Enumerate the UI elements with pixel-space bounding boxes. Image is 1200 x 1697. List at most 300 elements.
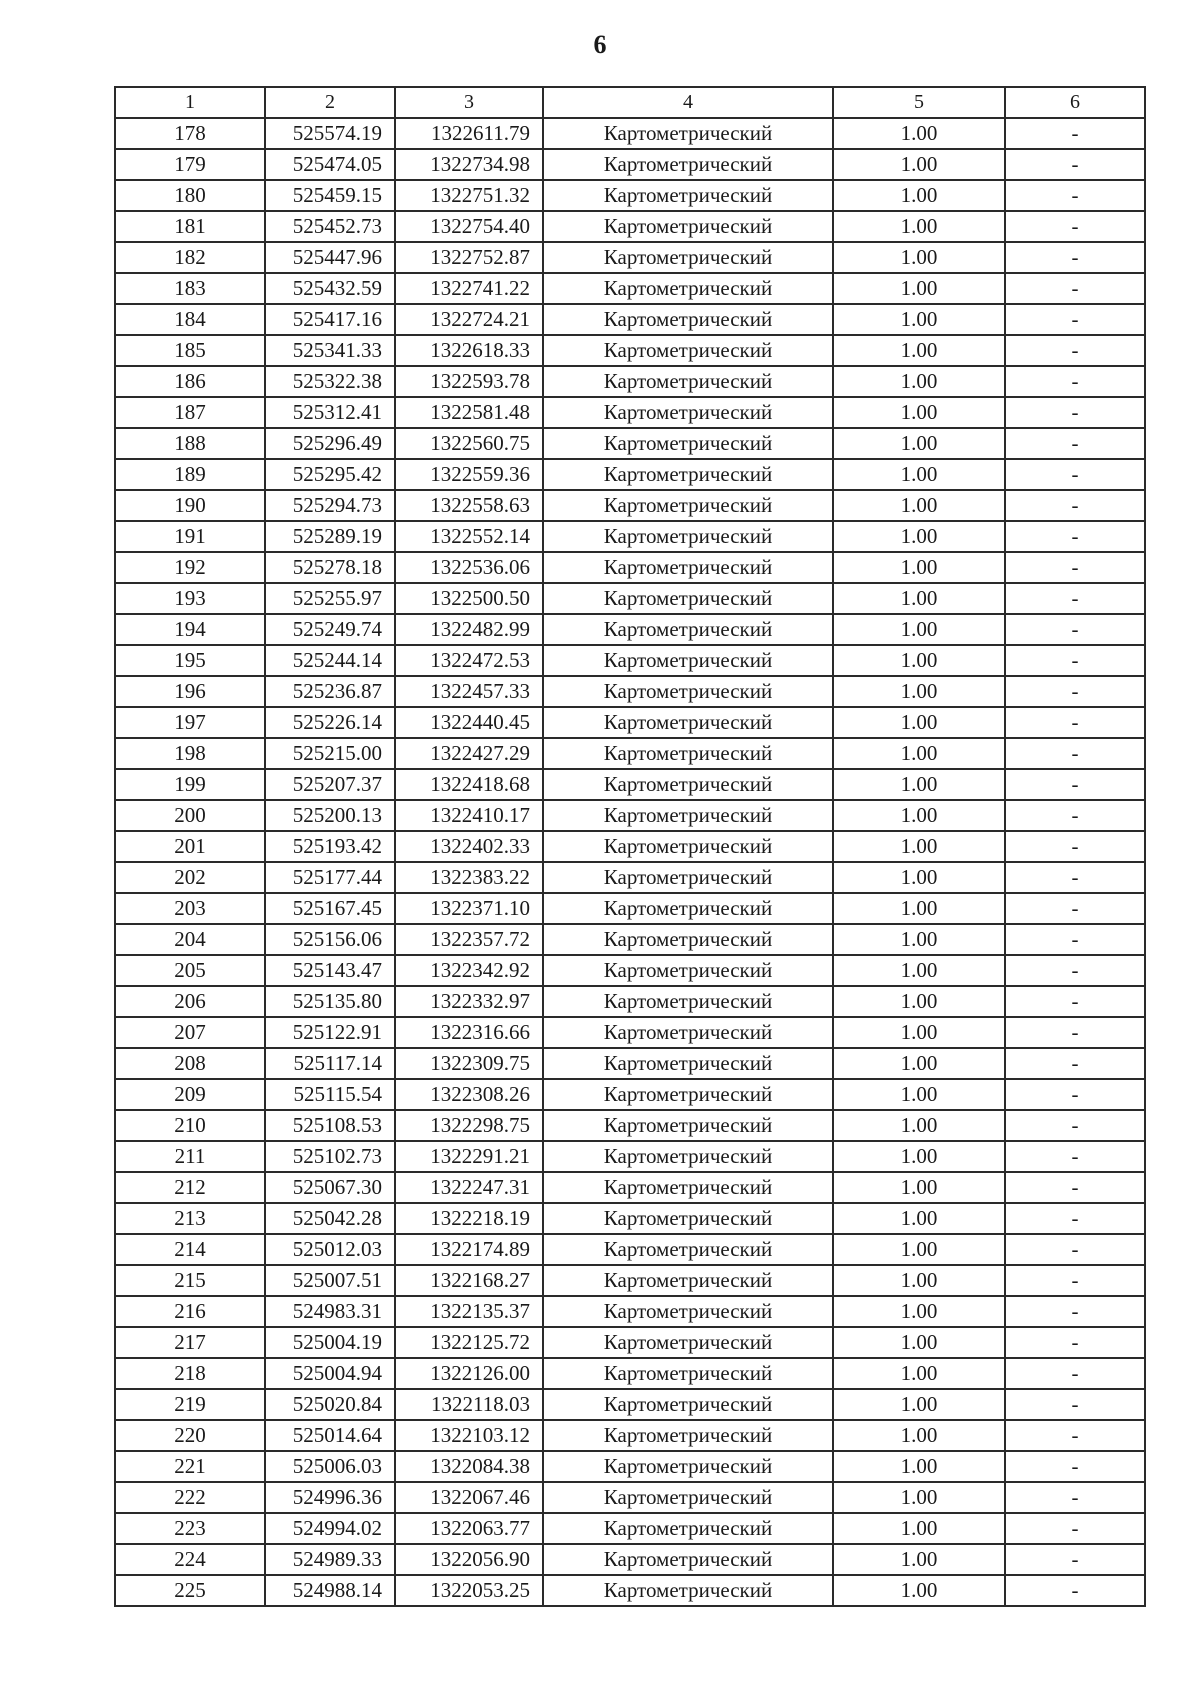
y-coordinate-cell: 1322593.78 — [395, 366, 543, 397]
method-cell: Картометрический — [543, 862, 833, 893]
y-coordinate-cell: 1322118.03 — [395, 1389, 543, 1420]
table-row — [115, 676, 1145, 707]
y-coordinate-cell: 1322472.53 — [395, 645, 543, 676]
y-coordinate-cell: 1322560.75 — [395, 428, 543, 459]
x-coordinate-cell: 524996.36 — [265, 1482, 395, 1513]
y-coordinate-cell: 1322053.25 — [395, 1575, 543, 1606]
accuracy-cell: 1.00 — [833, 986, 1005, 1017]
method-cell: Картометрический — [543, 211, 833, 242]
accuracy-cell: 1.00 — [833, 1482, 1005, 1513]
description-cell: - — [1005, 521, 1145, 552]
x-coordinate-cell: 525244.14 — [265, 645, 395, 676]
x-coordinate-cell: 525193.42 — [265, 831, 395, 862]
description-cell: - — [1005, 1482, 1145, 1513]
accuracy-cell: 1.00 — [833, 1544, 1005, 1575]
description-cell: - — [1005, 924, 1145, 955]
y-coordinate-cell: 1322751.32 — [395, 180, 543, 211]
table-row — [115, 769, 1145, 800]
method-cell: Картометрический — [543, 1575, 833, 1606]
x-coordinate-cell: 525459.15 — [265, 180, 395, 211]
y-coordinate-cell: 1322427.29 — [395, 738, 543, 769]
x-coordinate-cell: 525452.73 — [265, 211, 395, 242]
method-cell: Картометрический — [543, 428, 833, 459]
x-coordinate-cell: 525295.42 — [265, 459, 395, 490]
point-number-cell: 221 — [115, 1451, 265, 1482]
accuracy-cell: 1.00 — [833, 1327, 1005, 1358]
table-row — [115, 1389, 1145, 1420]
method-cell: Картометрический — [543, 800, 833, 831]
point-number-cell: 189 — [115, 459, 265, 490]
description-cell: - — [1005, 676, 1145, 707]
table-row — [115, 521, 1145, 552]
accuracy-cell: 1.00 — [833, 862, 1005, 893]
point-number-cell: 215 — [115, 1265, 265, 1296]
table-row — [115, 738, 1145, 769]
x-coordinate-cell: 525447.96 — [265, 242, 395, 273]
table-row — [115, 1296, 1145, 1327]
description-cell: - — [1005, 149, 1145, 180]
table-row — [115, 1203, 1145, 1234]
description-cell: - — [1005, 1544, 1145, 1575]
y-coordinate-cell: 1322618.33 — [395, 335, 543, 366]
description-cell: - — [1005, 242, 1145, 273]
y-coordinate-cell: 1322741.22 — [395, 273, 543, 304]
table-row — [115, 366, 1145, 397]
accuracy-cell: 1.00 — [833, 459, 1005, 490]
method-cell: Картометрический — [543, 707, 833, 738]
accuracy-cell: 1.00 — [833, 738, 1005, 769]
description-cell: - — [1005, 800, 1145, 831]
accuracy-cell: 1.00 — [833, 1172, 1005, 1203]
accuracy-cell: 1.00 — [833, 1451, 1005, 1482]
accuracy-cell: 1.00 — [833, 428, 1005, 459]
table-row — [115, 955, 1145, 986]
y-coordinate-cell: 1322457.33 — [395, 676, 543, 707]
method-cell: Картометрический — [543, 1172, 833, 1203]
y-coordinate-cell: 1322247.31 — [395, 1172, 543, 1203]
point-number-cell: 225 — [115, 1575, 265, 1606]
accuracy-cell: 1.00 — [833, 242, 1005, 273]
accuracy-cell: 1.00 — [833, 1017, 1005, 1048]
description-cell: - — [1005, 1017, 1145, 1048]
table-row — [115, 118, 1145, 149]
table-row — [115, 1358, 1145, 1389]
y-coordinate-cell: 1322332.97 — [395, 986, 543, 1017]
accuracy-cell: 1.00 — [833, 893, 1005, 924]
x-coordinate-cell: 525012.03 — [265, 1234, 395, 1265]
y-coordinate-cell: 1322754.40 — [395, 211, 543, 242]
description-cell: - — [1005, 831, 1145, 862]
y-coordinate-cell: 1322103.12 — [395, 1420, 543, 1451]
method-cell: Картометрический — [543, 1482, 833, 1513]
y-coordinate-cell: 1322536.06 — [395, 552, 543, 583]
description-cell: - — [1005, 490, 1145, 521]
point-number-cell: 193 — [115, 583, 265, 614]
table-row — [115, 1544, 1145, 1575]
accuracy-cell: 1.00 — [833, 800, 1005, 831]
table-row — [115, 1513, 1145, 1544]
table-row — [115, 1079, 1145, 1110]
description-cell: - — [1005, 583, 1145, 614]
table-row — [115, 552, 1145, 583]
description-cell: - — [1005, 1296, 1145, 1327]
point-number-cell: 211 — [115, 1141, 265, 1172]
table-row — [115, 459, 1145, 490]
x-coordinate-cell: 524989.33 — [265, 1544, 395, 1575]
table-row — [115, 211, 1145, 242]
accuracy-cell: 1.00 — [833, 1296, 1005, 1327]
y-coordinate-cell: 1322371.10 — [395, 893, 543, 924]
description-cell: - — [1005, 335, 1145, 366]
y-coordinate-cell: 1322218.19 — [395, 1203, 543, 1234]
point-number-cell: 182 — [115, 242, 265, 273]
x-coordinate-cell: 525289.19 — [265, 521, 395, 552]
x-coordinate-cell: 525294.73 — [265, 490, 395, 521]
description-cell: - — [1005, 118, 1145, 149]
accuracy-cell: 1.00 — [833, 707, 1005, 738]
accuracy-cell: 1.00 — [833, 614, 1005, 645]
table-row — [115, 986, 1145, 1017]
description-cell: - — [1005, 180, 1145, 211]
y-coordinate-cell: 1322383.22 — [395, 862, 543, 893]
method-cell: Картометрический — [543, 552, 833, 583]
point-number-cell: 179 — [115, 149, 265, 180]
accuracy-cell: 1.00 — [833, 211, 1005, 242]
x-coordinate-cell: 525122.91 — [265, 1017, 395, 1048]
y-coordinate-cell: 1322168.27 — [395, 1265, 543, 1296]
x-coordinate-cell: 525474.05 — [265, 149, 395, 180]
accuracy-cell: 1.00 — [833, 583, 1005, 614]
method-cell: Картометрический — [543, 335, 833, 366]
x-coordinate-cell: 525417.16 — [265, 304, 395, 335]
table-row — [115, 924, 1145, 955]
method-cell: Картометрический — [543, 676, 833, 707]
y-coordinate-cell: 1322500.50 — [395, 583, 543, 614]
column-header: 2 — [265, 87, 395, 118]
accuracy-cell: 1.00 — [833, 304, 1005, 335]
x-coordinate-cell: 525115.54 — [265, 1079, 395, 1110]
point-number-cell: 206 — [115, 986, 265, 1017]
table-row — [115, 1048, 1145, 1079]
y-coordinate-cell: 1322724.21 — [395, 304, 543, 335]
y-coordinate-cell: 1322084.38 — [395, 1451, 543, 1482]
y-coordinate-cell: 1322440.45 — [395, 707, 543, 738]
x-coordinate-cell: 525215.00 — [265, 738, 395, 769]
description-cell: - — [1005, 1265, 1145, 1296]
x-coordinate-cell: 525108.53 — [265, 1110, 395, 1141]
accuracy-cell: 1.00 — [833, 1358, 1005, 1389]
description-cell: - — [1005, 459, 1145, 490]
y-coordinate-cell: 1322752.87 — [395, 242, 543, 273]
description-cell: - — [1005, 893, 1145, 924]
y-coordinate-cell: 1322357.72 — [395, 924, 543, 955]
description-cell: - — [1005, 986, 1145, 1017]
point-number-cell: 199 — [115, 769, 265, 800]
accuracy-cell: 1.00 — [833, 676, 1005, 707]
accuracy-cell: 1.00 — [833, 1575, 1005, 1606]
accuracy-cell: 1.00 — [833, 1079, 1005, 1110]
table-row — [115, 1234, 1145, 1265]
x-coordinate-cell: 525249.74 — [265, 614, 395, 645]
accuracy-cell: 1.00 — [833, 335, 1005, 366]
accuracy-cell: 1.00 — [833, 1420, 1005, 1451]
y-coordinate-cell: 1322125.72 — [395, 1327, 543, 1358]
description-cell: - — [1005, 614, 1145, 645]
point-number-cell: 196 — [115, 676, 265, 707]
y-coordinate-cell: 1322611.79 — [395, 118, 543, 149]
x-coordinate-cell: 525341.33 — [265, 335, 395, 366]
table-row — [115, 180, 1145, 211]
description-cell: - — [1005, 769, 1145, 800]
accuracy-cell: 1.00 — [833, 924, 1005, 955]
table-row — [115, 1327, 1145, 1358]
method-cell: Картометрический — [543, 614, 833, 645]
description-cell: - — [1005, 211, 1145, 242]
point-number-cell: 214 — [115, 1234, 265, 1265]
y-coordinate-cell: 1322309.75 — [395, 1048, 543, 1079]
method-cell: Картометрический — [543, 645, 833, 676]
x-coordinate-cell: 525322.38 — [265, 366, 395, 397]
method-cell: Картометрический — [543, 1079, 833, 1110]
accuracy-cell: 1.00 — [833, 1389, 1005, 1420]
page-number: 6 — [593, 30, 607, 59]
point-number-cell: 192 — [115, 552, 265, 583]
x-coordinate-cell: 525236.87 — [265, 676, 395, 707]
table-row — [115, 1172, 1145, 1203]
point-number-cell: 207 — [115, 1017, 265, 1048]
point-number-cell: 220 — [115, 1420, 265, 1451]
point-number-cell: 224 — [115, 1544, 265, 1575]
point-number-cell: 184 — [115, 304, 265, 335]
x-coordinate-cell: 525004.94 — [265, 1358, 395, 1389]
accuracy-cell: 1.00 — [833, 149, 1005, 180]
table-row — [115, 397, 1145, 428]
method-cell: Картометрический — [543, 366, 833, 397]
description-cell: - — [1005, 428, 1145, 459]
table-row — [115, 583, 1145, 614]
accuracy-cell: 1.00 — [833, 1234, 1005, 1265]
method-cell: Картометрический — [543, 1234, 833, 1265]
table-body — [115, 118, 1145, 1606]
y-coordinate-cell: 1322482.99 — [395, 614, 543, 645]
table-row — [115, 1482, 1145, 1513]
method-cell: Картометрический — [543, 490, 833, 521]
table-row — [115, 614, 1145, 645]
method-cell: Картометрический — [543, 118, 833, 149]
y-coordinate-cell: 1322126.00 — [395, 1358, 543, 1389]
x-coordinate-cell: 524994.02 — [265, 1513, 395, 1544]
y-coordinate-cell: 1322402.33 — [395, 831, 543, 862]
accuracy-cell: 1.00 — [833, 1265, 1005, 1296]
accuracy-cell: 1.00 — [833, 552, 1005, 583]
method-cell: Картометрический — [543, 924, 833, 955]
method-cell: Картометрический — [543, 180, 833, 211]
description-cell: - — [1005, 1358, 1145, 1389]
method-cell: Картометрический — [543, 1513, 833, 1544]
table-row — [115, 1265, 1145, 1296]
y-coordinate-cell: 1322135.37 — [395, 1296, 543, 1327]
method-cell: Картометрический — [543, 1327, 833, 1358]
point-number-cell: 203 — [115, 893, 265, 924]
table-row — [115, 893, 1145, 924]
method-cell: Картометрический — [543, 738, 833, 769]
point-number-cell: 188 — [115, 428, 265, 459]
table-row — [115, 335, 1145, 366]
column-header: 3 — [395, 87, 543, 118]
method-cell: Картометрический — [543, 1048, 833, 1079]
y-coordinate-cell: 1322067.46 — [395, 1482, 543, 1513]
method-cell: Картометрический — [543, 1110, 833, 1141]
table-row — [115, 242, 1145, 273]
point-number-cell: 201 — [115, 831, 265, 862]
y-coordinate-cell: 1322291.21 — [395, 1141, 543, 1172]
method-cell: Картометрический — [543, 397, 833, 428]
table-row — [115, 1420, 1145, 1451]
table-header-row — [115, 87, 1145, 118]
accuracy-cell: 1.00 — [833, 397, 1005, 428]
point-number-cell: 209 — [115, 1079, 265, 1110]
column-header: 4 — [543, 87, 833, 118]
method-cell: Картометрический — [543, 1141, 833, 1172]
accuracy-cell: 1.00 — [833, 645, 1005, 676]
x-coordinate-cell: 525312.41 — [265, 397, 395, 428]
x-coordinate-cell: 525167.45 — [265, 893, 395, 924]
point-number-cell: 208 — [115, 1048, 265, 1079]
description-cell: - — [1005, 304, 1145, 335]
accuracy-cell: 1.00 — [833, 769, 1005, 800]
description-cell: - — [1005, 707, 1145, 738]
table-row — [115, 273, 1145, 304]
description-cell: - — [1005, 552, 1145, 583]
point-number-cell: 181 — [115, 211, 265, 242]
x-coordinate-cell: 525156.06 — [265, 924, 395, 955]
method-cell: Картометрический — [543, 304, 833, 335]
description-cell: - — [1005, 1389, 1145, 1420]
method-cell: Картометрический — [543, 459, 833, 490]
y-coordinate-cell: 1322559.36 — [395, 459, 543, 490]
point-number-cell: 219 — [115, 1389, 265, 1420]
x-coordinate-cell: 525102.73 — [265, 1141, 395, 1172]
point-number-cell: 204 — [115, 924, 265, 955]
method-cell: Картометрический — [543, 769, 833, 800]
point-number-cell: 195 — [115, 645, 265, 676]
x-coordinate-cell: 525014.64 — [265, 1420, 395, 1451]
method-cell: Картометрический — [543, 149, 833, 180]
description-cell: - — [1005, 1172, 1145, 1203]
point-number-cell: 213 — [115, 1203, 265, 1234]
description-cell: - — [1005, 1048, 1145, 1079]
y-coordinate-cell: 1322418.68 — [395, 769, 543, 800]
x-coordinate-cell: 525207.37 — [265, 769, 395, 800]
x-coordinate-cell: 525006.03 — [265, 1451, 395, 1482]
table-row — [115, 149, 1145, 180]
x-coordinate-cell: 525296.49 — [265, 428, 395, 459]
y-coordinate-cell: 1322174.89 — [395, 1234, 543, 1265]
x-coordinate-cell: 525004.19 — [265, 1327, 395, 1358]
y-coordinate-cell: 1322298.75 — [395, 1110, 543, 1141]
point-number-cell: 212 — [115, 1172, 265, 1203]
y-coordinate-cell: 1322056.90 — [395, 1544, 543, 1575]
accuracy-cell: 1.00 — [833, 490, 1005, 521]
point-number-cell: 194 — [115, 614, 265, 645]
method-cell: Картометрический — [543, 1544, 833, 1575]
column-header: 5 — [833, 87, 1005, 118]
x-coordinate-cell: 525020.84 — [265, 1389, 395, 1420]
point-number-cell: 197 — [115, 707, 265, 738]
accuracy-cell: 1.00 — [833, 831, 1005, 862]
x-coordinate-cell: 524983.31 — [265, 1296, 395, 1327]
method-cell: Картометрический — [543, 1017, 833, 1048]
table-row — [115, 304, 1145, 335]
point-number-cell: 200 — [115, 800, 265, 831]
method-cell: Картометрический — [543, 1358, 833, 1389]
x-coordinate-cell: 525042.28 — [265, 1203, 395, 1234]
x-coordinate-cell: 525278.18 — [265, 552, 395, 583]
x-coordinate-cell: 525143.47 — [265, 955, 395, 986]
description-cell: - — [1005, 1203, 1145, 1234]
point-number-cell: 217 — [115, 1327, 265, 1358]
y-coordinate-cell: 1322581.48 — [395, 397, 543, 428]
accuracy-cell: 1.00 — [833, 273, 1005, 304]
accuracy-cell: 1.00 — [833, 955, 1005, 986]
accuracy-cell: 1.00 — [833, 118, 1005, 149]
x-coordinate-cell: 525067.30 — [265, 1172, 395, 1203]
description-cell: - — [1005, 862, 1145, 893]
table-row — [115, 1017, 1145, 1048]
description-cell: - — [1005, 1575, 1145, 1606]
point-number-cell: 222 — [115, 1482, 265, 1513]
point-number-cell: 223 — [115, 1513, 265, 1544]
method-cell: Картометрический — [543, 1296, 833, 1327]
y-coordinate-cell: 1322063.77 — [395, 1513, 543, 1544]
x-coordinate-cell: 525177.44 — [265, 862, 395, 893]
y-coordinate-cell: 1322308.26 — [395, 1079, 543, 1110]
table-row — [115, 1141, 1145, 1172]
table-row — [115, 800, 1145, 831]
point-number-cell: 202 — [115, 862, 265, 893]
x-coordinate-cell: 525007.51 — [265, 1265, 395, 1296]
table-row — [115, 1575, 1145, 1606]
y-coordinate-cell: 1322558.63 — [395, 490, 543, 521]
accuracy-cell: 1.00 — [833, 1203, 1005, 1234]
accuracy-cell: 1.00 — [833, 1141, 1005, 1172]
x-coordinate-cell: 525117.14 — [265, 1048, 395, 1079]
x-coordinate-cell: 525200.13 — [265, 800, 395, 831]
description-cell: - — [1005, 397, 1145, 428]
column-header: 6 — [1005, 87, 1145, 118]
table-row — [115, 428, 1145, 459]
description-cell: - — [1005, 273, 1145, 304]
point-number-cell: 178 — [115, 118, 265, 149]
point-number-cell: 210 — [115, 1110, 265, 1141]
x-coordinate-cell: 524988.14 — [265, 1575, 395, 1606]
accuracy-cell: 1.00 — [833, 521, 1005, 552]
y-coordinate-cell: 1322410.17 — [395, 800, 543, 831]
accuracy-cell: 1.00 — [833, 366, 1005, 397]
x-coordinate-cell: 525574.19 — [265, 118, 395, 149]
y-coordinate-cell: 1322342.92 — [395, 955, 543, 986]
point-number-cell: 183 — [115, 273, 265, 304]
y-coordinate-cell: 1322734.98 — [395, 149, 543, 180]
description-cell: - — [1005, 1420, 1145, 1451]
point-number-cell: 198 — [115, 738, 265, 769]
y-coordinate-cell: 1322552.14 — [395, 521, 543, 552]
description-cell: - — [1005, 645, 1145, 676]
x-coordinate-cell: 525255.97 — [265, 583, 395, 614]
y-coordinate-cell: 1322316.66 — [395, 1017, 543, 1048]
coordinates-table — [114, 86, 1146, 1607]
description-cell: - — [1005, 955, 1145, 986]
